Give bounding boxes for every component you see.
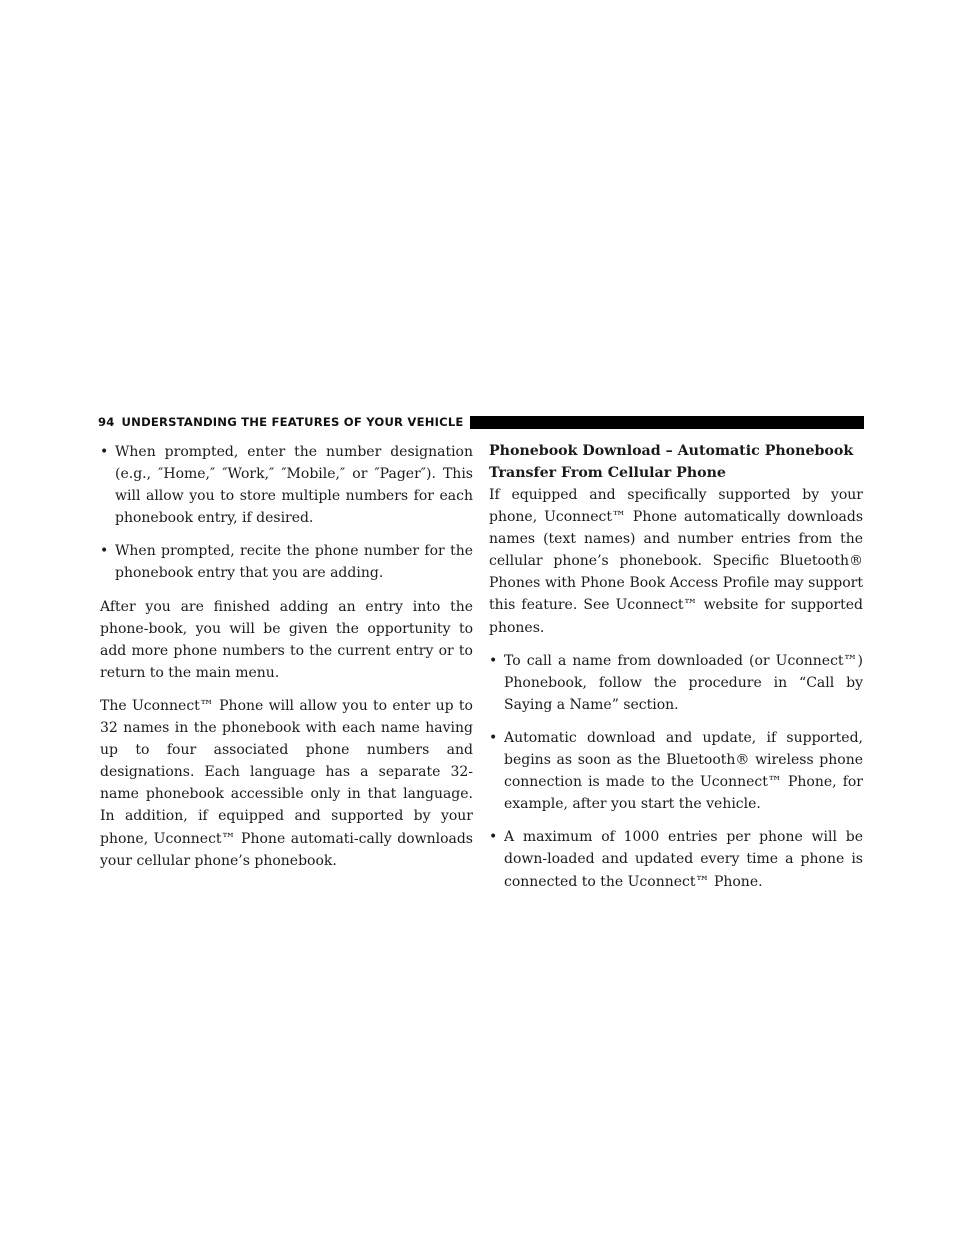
section-heading: Phonebook Download – Automatic Phonebook Transfer From Cellular Phone	[489, 443, 854, 481]
bullet-item: • When prompted, recite the phone number for the phonebook entry that you are adding.	[100, 540, 473, 584]
section-title: UNDERSTANDING THE FEATURES OF YOUR VEHICLE	[121, 415, 464, 429]
page-header	[98, 415, 864, 429]
bullet-item: • To call a name from downloaded (or Uconnect™) Phonebook, follow the procedure in “Call by Saying a Name” section.	[489, 650, 863, 716]
header-rule	[470, 416, 864, 429]
right-column	[489, 441, 863, 904]
body-paragraph: The Uconnect™ Phone will allow you to enter up to 32 names in the phonebook with each name having up to four associated phone numbers and designations. Each language has a separate 32-name phonebook accessible only in that language. In addition, if equipped and supported by your phone, Uconnect™ Phone automati-cally downloads your cellular phone’s phonebook.	[100, 697, 473, 869]
body-paragraph: After you are finished adding an entry into the phone-book, you will be given the opportunity to add more phone numbers to the current entry or to return to the main menu.	[100, 598, 473, 681]
page-number: 94	[98, 415, 115, 429]
bullet-item: • A maximum of 1000 entries per phone will be down-loaded and updated every time a phone is connected to the Uconnect™ Phone.	[489, 826, 863, 892]
bullet-item: • When prompted, enter the number designation (e.g., ″Home,″ ″Work,″ ″Mobile,″ or ″Pager″). This will allow you to store multiple numbers for each phonebook entry, if desired.	[100, 441, 473, 529]
bullet-item: • Automatic download and update, if supported, begins as soon as the Bluetooth® wireless phone connection is made to the Uconnect™ Phone, for example, after you start the vehicle.	[489, 727, 863, 815]
intro-paragraph: If equipped and specifically supported by your phone, Uconnect™ Phone automatically downloads names (text names) and number entries from the cellular phone’s phonebook. Specific Bluetooth® Phones with Phone Book Access Profile may support this feature. See Uconnect™ website for supported phones.	[489, 487, 863, 636]
left-column	[100, 441, 473, 883]
